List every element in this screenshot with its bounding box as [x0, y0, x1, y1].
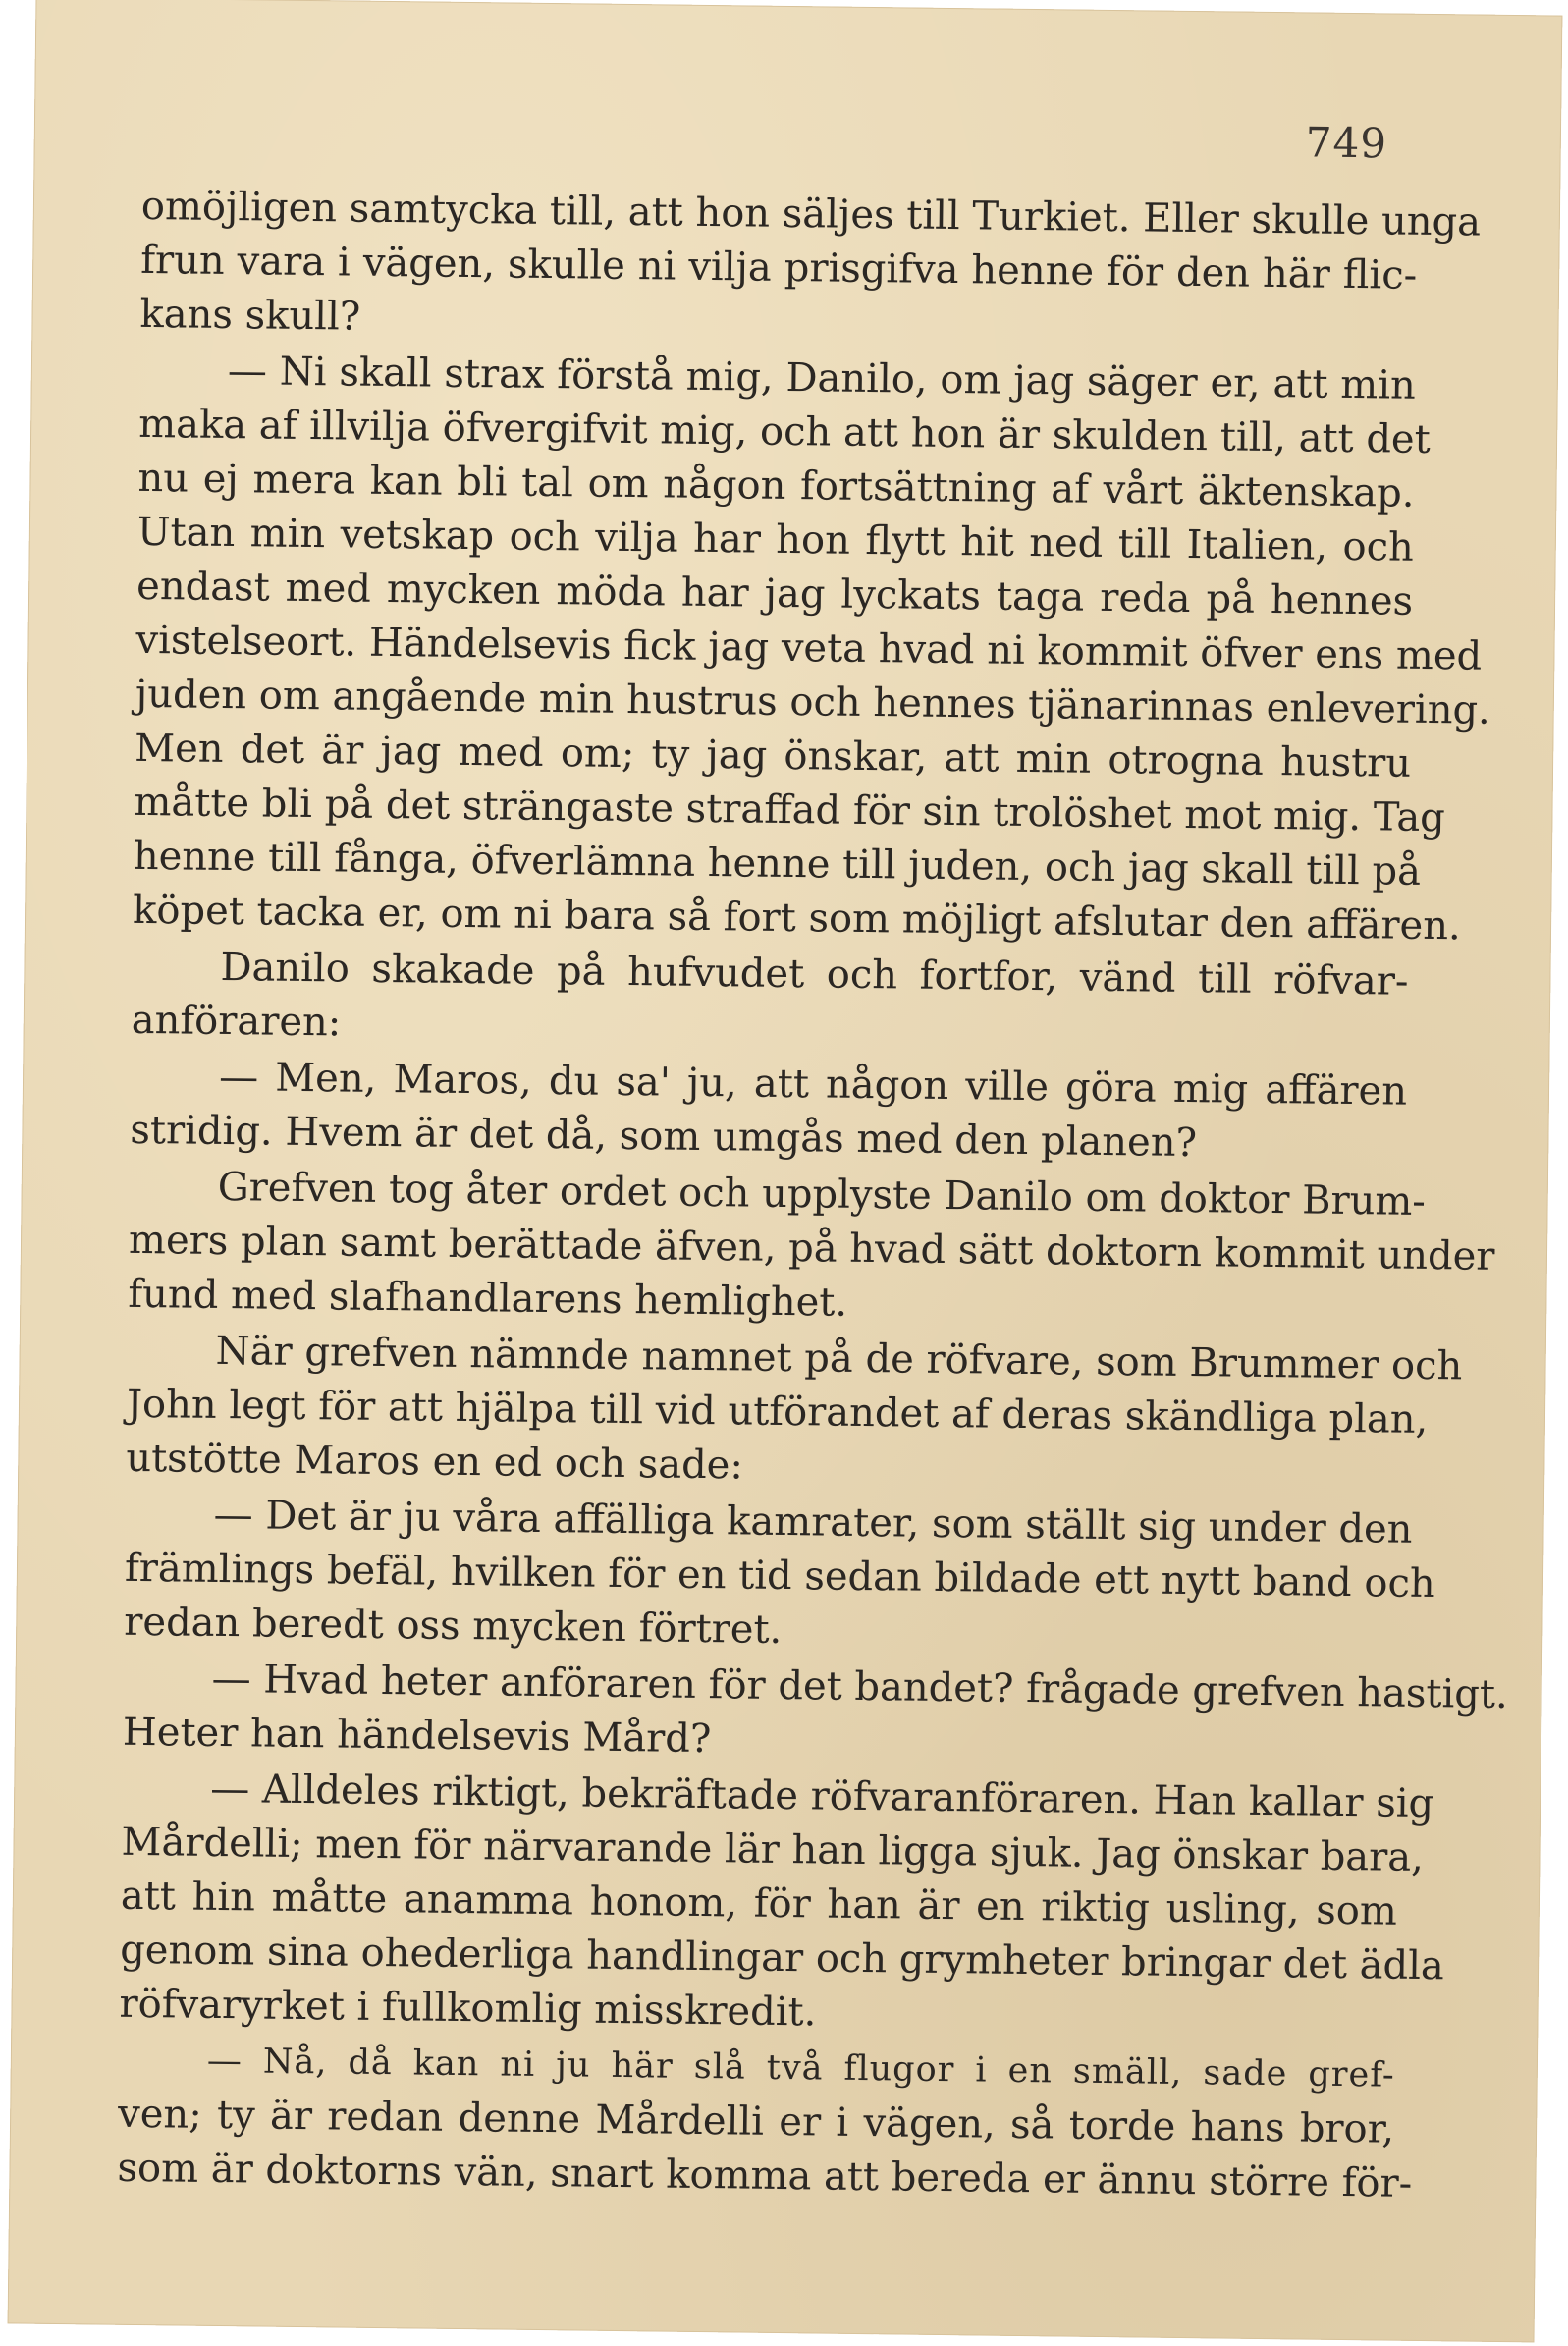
text-line: ven; ty är redan denne Mårdelli er i vägen, så torde hans bror,	[117, 2091, 1395, 2153]
text-line: omöjligen samtycka till, att hon säljes till Turkiet. Eller skulle unga	[140, 183, 1482, 246]
text-line: frun vara i vägen, skulle ni vilja prisgifva henne för den här flic-	[139, 237, 1418, 299]
page-number: 749	[1305, 118, 1388, 168]
text-line: Mårdelli; men för närvarande lär han ligga sjuk. Jag önskar bara,	[121, 1819, 1425, 1881]
text-line: redan beredt oss mycken förtret.	[124, 1599, 783, 1653]
text-line: juden om angående min hustrus och hennes tjänarinnas enlevering.	[135, 671, 1491, 734]
paragraph	[117, 2034, 1413, 2211]
text-line: — Det är ju våra affälliga kamrater, som ställt sig under den	[213, 1492, 1413, 1553]
paragraph	[122, 1652, 1509, 1775]
text-line: Grefven tog åter ordet och upplyste Danilo om doktor Brum-	[217, 1164, 1427, 1225]
text-line: endast med mycken möda har jag lyckats taga reda på hennes	[135, 563, 1414, 625]
text-line: som är doktorns vän, snart komma att bereda er ännu större för-	[117, 2145, 1413, 2207]
paragraph	[128, 1160, 1495, 1337]
text-line: att hin måtte anamma honom, för han är en riktig usling, som	[120, 1873, 1398, 1935]
text-line: utstötte Maros en ed och sade:	[126, 1435, 744, 1489]
paragraph	[124, 1488, 1435, 1665]
text-line: Utan min vetskap och vilja har hon flytt hit ned till Italien, och	[136, 509, 1415, 571]
text-line: mers plan samt berättade äfven, på hvad sätt doktorn kommit under	[128, 1217, 1495, 1280]
text-line: — Ni skall strax förstå mig, Danilo, om jag säger er, att min	[227, 349, 1417, 409]
paragraph	[139, 180, 1482, 357]
text-line: Men det är jag med om; ty jag önskar, att min otrogna hustru	[134, 725, 1412, 787]
paragraph	[126, 1324, 1463, 1501]
text-line: — Hvad heter anföraren för det bandet? frågade grefven hastigt.	[211, 1656, 1509, 1719]
text-line: — Nå, då kan ni ju här slå två flugor i en smäll, sade gref-	[206, 2041, 1396, 2096]
text-line: måtte bli på det strängaste straffad för sin trolöshet mot mig. Tag	[134, 779, 1446, 842]
text-line: kans skull?	[139, 291, 361, 340]
text-line: nu ej mera kan bli tal om någon fortsättning af vårt äktenskap.	[137, 455, 1415, 517]
text-line: — Men, Maros, du sa' ju, att någon ville göra mig affären	[218, 1054, 1408, 1115]
text-line: vistelseort. Händelsevis fick jag veta hvad ni kommit öfver ens med	[135, 617, 1483, 680]
paragraph	[132, 344, 1491, 954]
text-line: genom sina ohederliga handlingar och grymheter bringar det ädla	[119, 1927, 1445, 1990]
paragraph	[119, 1762, 1445, 2047]
text-line: Heter han händelsevis Mård?	[122, 1709, 712, 1763]
text-line: John legt för att hjälpa till vid utförandet af deras skändliga plan,	[126, 1381, 1429, 1444]
body-text	[117, 180, 1509, 2213]
paragraph	[131, 940, 1408, 1064]
text-line: röfvaryrket i fullkomlig misskredit.	[119, 1981, 817, 2036]
paragraph	[130, 1050, 1407, 1173]
text-line: — Alldeles riktigt, bekräftade röfvaranföraren. Han kallar sig	[209, 1766, 1434, 1828]
text-line: maka af illvilja öfvergifvit mig, och att hon är skulden till, att det	[137, 401, 1432, 463]
text-line: Danilo skakade på hufvudet och fortfor, vänd till röfvar-	[220, 944, 1409, 1005]
text-line: henne till fånga, öfverlämna henne till juden, och jag skall till på	[133, 833, 1422, 895]
book-page	[8, 0, 1563, 2342]
text-line: När grefven nämnde namnet på de röfvare, som Brummer och	[215, 1328, 1463, 1390]
text-line: fund med slafhandlarens hemlighet.	[128, 1271, 848, 1326]
text-line: främlings befäl, hvilken för en tid sedan bildade ett nytt band och	[124, 1545, 1435, 1608]
text-line: anföraren:	[131, 997, 342, 1046]
text-line: stridig. Hvem är det då, som umgås med den planen?	[130, 1107, 1198, 1167]
text-line: köpet tacka er, om ni bara så fort som möjligt afslutar den affären.	[132, 887, 1461, 950]
